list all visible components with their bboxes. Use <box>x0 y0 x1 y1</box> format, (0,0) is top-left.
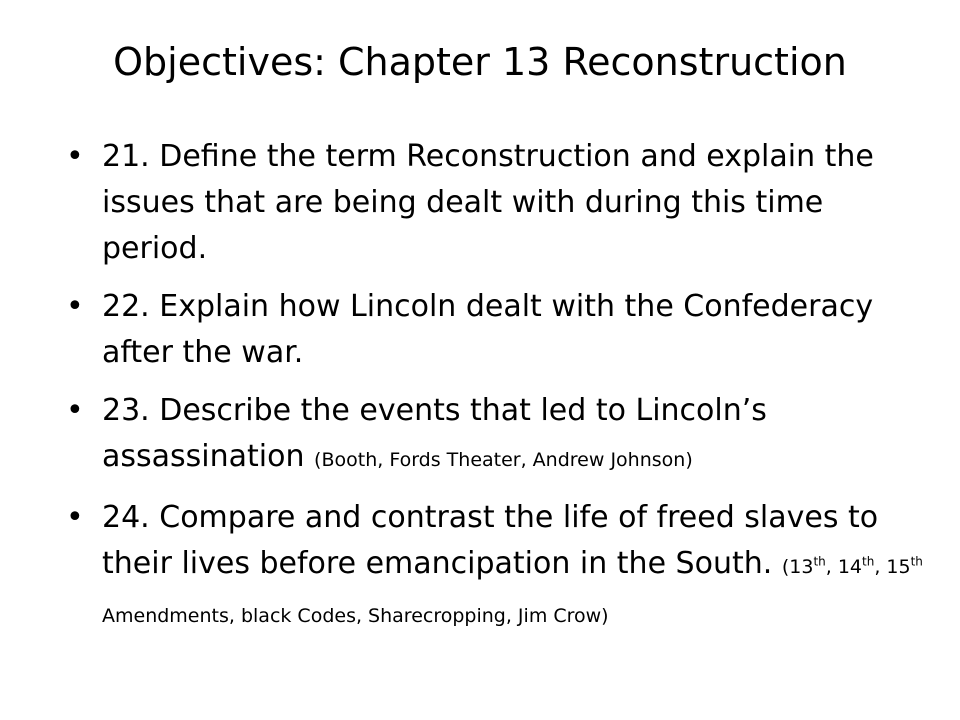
superscript-th-14: th <box>862 554 875 569</box>
superscript-th-13: th <box>813 554 826 569</box>
note-rest: Amendments, black Codes, Sharecropping, Jim Crow) <box>102 605 609 627</box>
note-open: (13 <box>781 556 814 578</box>
objective-text-24: 24. Compare and contrast the life of freed slaves to their lives before emancipation in the South. <box>102 500 879 581</box>
objectives-list <box>66 134 936 651</box>
bullet-icon: • <box>66 393 84 428</box>
note-sep-2: , 15 <box>874 556 911 578</box>
objective-item-22 <box>66 284 936 376</box>
objective-item-21 <box>66 134 936 272</box>
note-sep-1: , 14 <box>825 556 863 578</box>
superscript-th-15: th <box>910 554 923 569</box>
objective-note-23: (Booth, Fords Theater, Andrew Johnson) <box>314 449 693 471</box>
bullet-icon: • <box>66 139 84 174</box>
objective-item-23 <box>66 388 936 483</box>
objective-text-22: 22. Explain how Lincoln dealt with the Confederacy after the war. <box>102 289 874 370</box>
bullet-icon: • <box>66 500 84 535</box>
objective-item-24 <box>66 495 936 639</box>
bullet-icon: • <box>66 289 84 324</box>
slide-title: Objectives: Chapter 13 Reconstruction <box>113 40 847 84</box>
objective-text-23: 23. Describe the events that led to Lincoln’s assassination <box>102 393 767 474</box>
objective-text-21: 21. Define the term Reconstruction and explain the issues that are being dealt with during this time period. <box>102 139 874 266</box>
